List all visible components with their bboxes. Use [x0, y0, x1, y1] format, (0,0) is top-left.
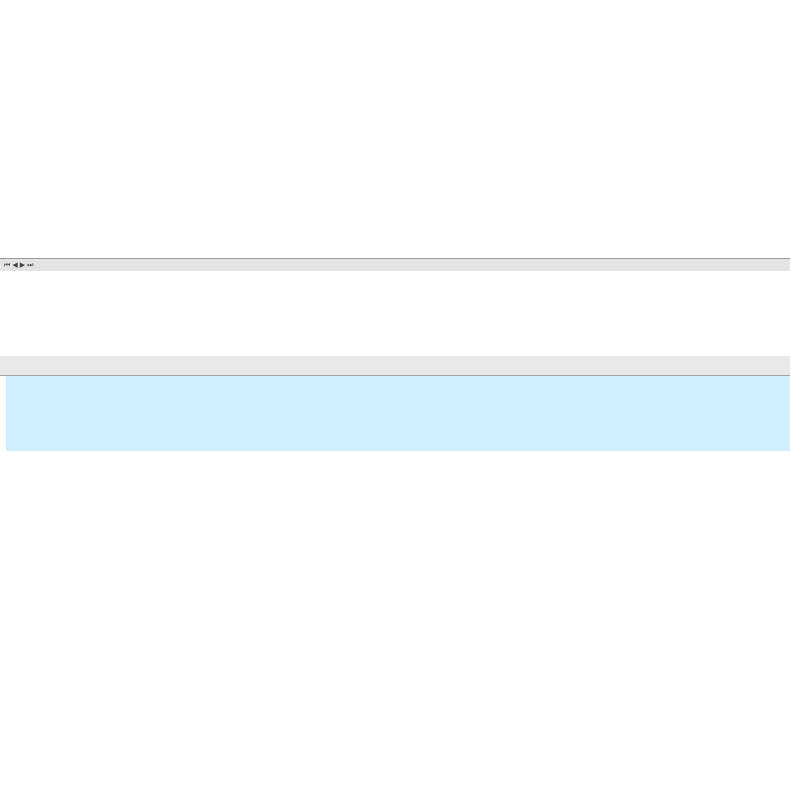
title-area [6, 376, 790, 451]
tab-scroll-arrows[interactable] [4, 261, 33, 270]
sheet-tab-bar [0, 258, 790, 271]
tab-last-icon[interactable]: ⏭ [27, 260, 34, 269]
tab-next-icon[interactable]: ▶ [19, 261, 26, 269]
tab-prev-icon[interactable]: ◀ [12, 261, 18, 269]
attendance-records-panel [0, 0, 790, 258]
column-header-row [0, 356, 790, 376]
tab-first-icon[interactable]: ⏮ [4, 260, 11, 269]
view-banner [0, 290, 790, 346]
monthly-summary-sheet [0, 356, 790, 800]
